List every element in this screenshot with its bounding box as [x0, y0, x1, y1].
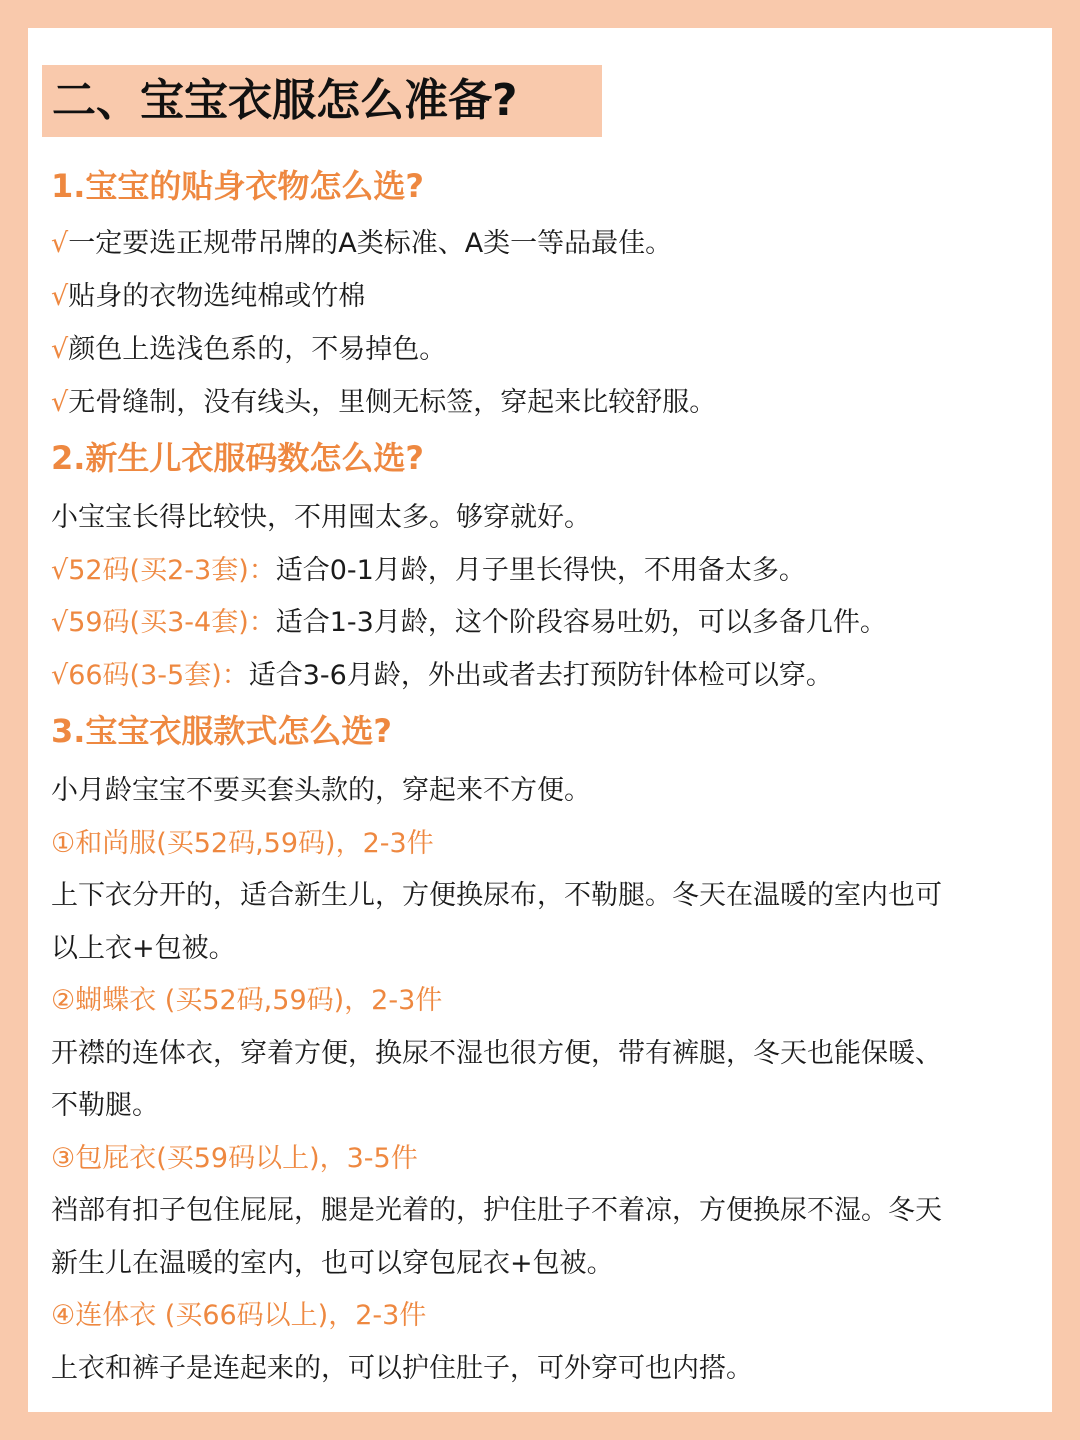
- check-icon: √: [51, 387, 69, 418]
- paragraph-line: 上下衣分开的，适合新生儿，方便换尿布，不勒腿。冬天在温暖的室内也可: [51, 880, 942, 911]
- paragraph-line: 开襟的连体衣，穿着方便，换尿不湿也很方便，带有裤腿，冬天也能保暖、: [51, 1038, 942, 1069]
- section2-heading: 2.新生儿衣服码数怎么选?: [51, 439, 424, 477]
- section3-intro: 小月龄宝宝不要买套头款的，穿起来不方便。: [51, 775, 591, 806]
- list-item: [51, 603, 887, 643]
- list-item: [51, 277, 365, 317]
- section3-heading: 3.宝宝衣服款式怎么选?: [51, 712, 392, 750]
- item-text: 一定要选正规带吊牌的A类标准、A类一等品最佳。: [68, 228, 673, 259]
- item-text: 颜色上选浅色系的，不易掉色。: [68, 334, 447, 365]
- paragraph-line: 上衣和裤子是连起来的，可以护住肚子，可外穿可也内搭。: [51, 1353, 753, 1384]
- list-item: [51, 383, 716, 423]
- check-icon: √: [51, 228, 69, 259]
- style-subheading: ①和尚服(买52码,59码)，2-3件: [51, 828, 434, 859]
- section2-intro: 小宝宝长得比较快，不用囤太多。够穿就好。: [51, 502, 591, 533]
- list-item: [51, 330, 446, 370]
- item-text: 贴身的衣物选纯棉或竹棉: [68, 281, 366, 312]
- content-card: [28, 28, 1052, 1412]
- page-title: 二、宝宝衣服怎么准备?: [52, 75, 518, 126]
- item-text: 适合3-6月龄，外出或者去打预防针体检可以穿。: [248, 660, 833, 691]
- item-text: 适合0-1月龄，月子里长得快，不用备太多。: [275, 555, 806, 586]
- style-subheading: ②蝴蝶衣 (买52码,59码)，2-3件: [51, 985, 443, 1016]
- size-label: √52码(买2-3套)：: [51, 555, 276, 586]
- paragraph-line: 以上衣+包被。: [51, 933, 236, 964]
- section1-heading: 1.宝宝的贴身衣物怎么选?: [51, 167, 424, 205]
- style-subheading: ③包屁衣(买59码以上)，3-5件: [51, 1143, 418, 1174]
- list-item: [51, 656, 833, 696]
- check-icon: √: [51, 281, 69, 312]
- paragraph-line: 不勒腿。: [51, 1090, 159, 1121]
- check-icon: √: [51, 334, 69, 365]
- list-item: [51, 551, 806, 591]
- size-label: √66码(3-5套)：: [51, 660, 249, 691]
- list-item: [51, 224, 672, 264]
- size-label: √59码(买3-4套)：: [51, 607, 276, 638]
- item-text: 无骨缝制，没有线头，里侧无标签，穿起来比较舒服。: [68, 387, 717, 418]
- style-subheading: ④连体衣 (买66码以上)，2-3件: [51, 1300, 427, 1331]
- paragraph-line: 新生儿在温暖的室内，也可以穿包屁衣+包被。: [51, 1248, 614, 1279]
- paragraph-line: 裆部有扣子包住屁屁，腿是光着的，护住肚子不着凉，方便换尿不湿。冬天: [51, 1195, 942, 1226]
- item-text: 适合1-3月龄，这个阶段容易吐奶，可以多备几件。: [275, 607, 887, 638]
